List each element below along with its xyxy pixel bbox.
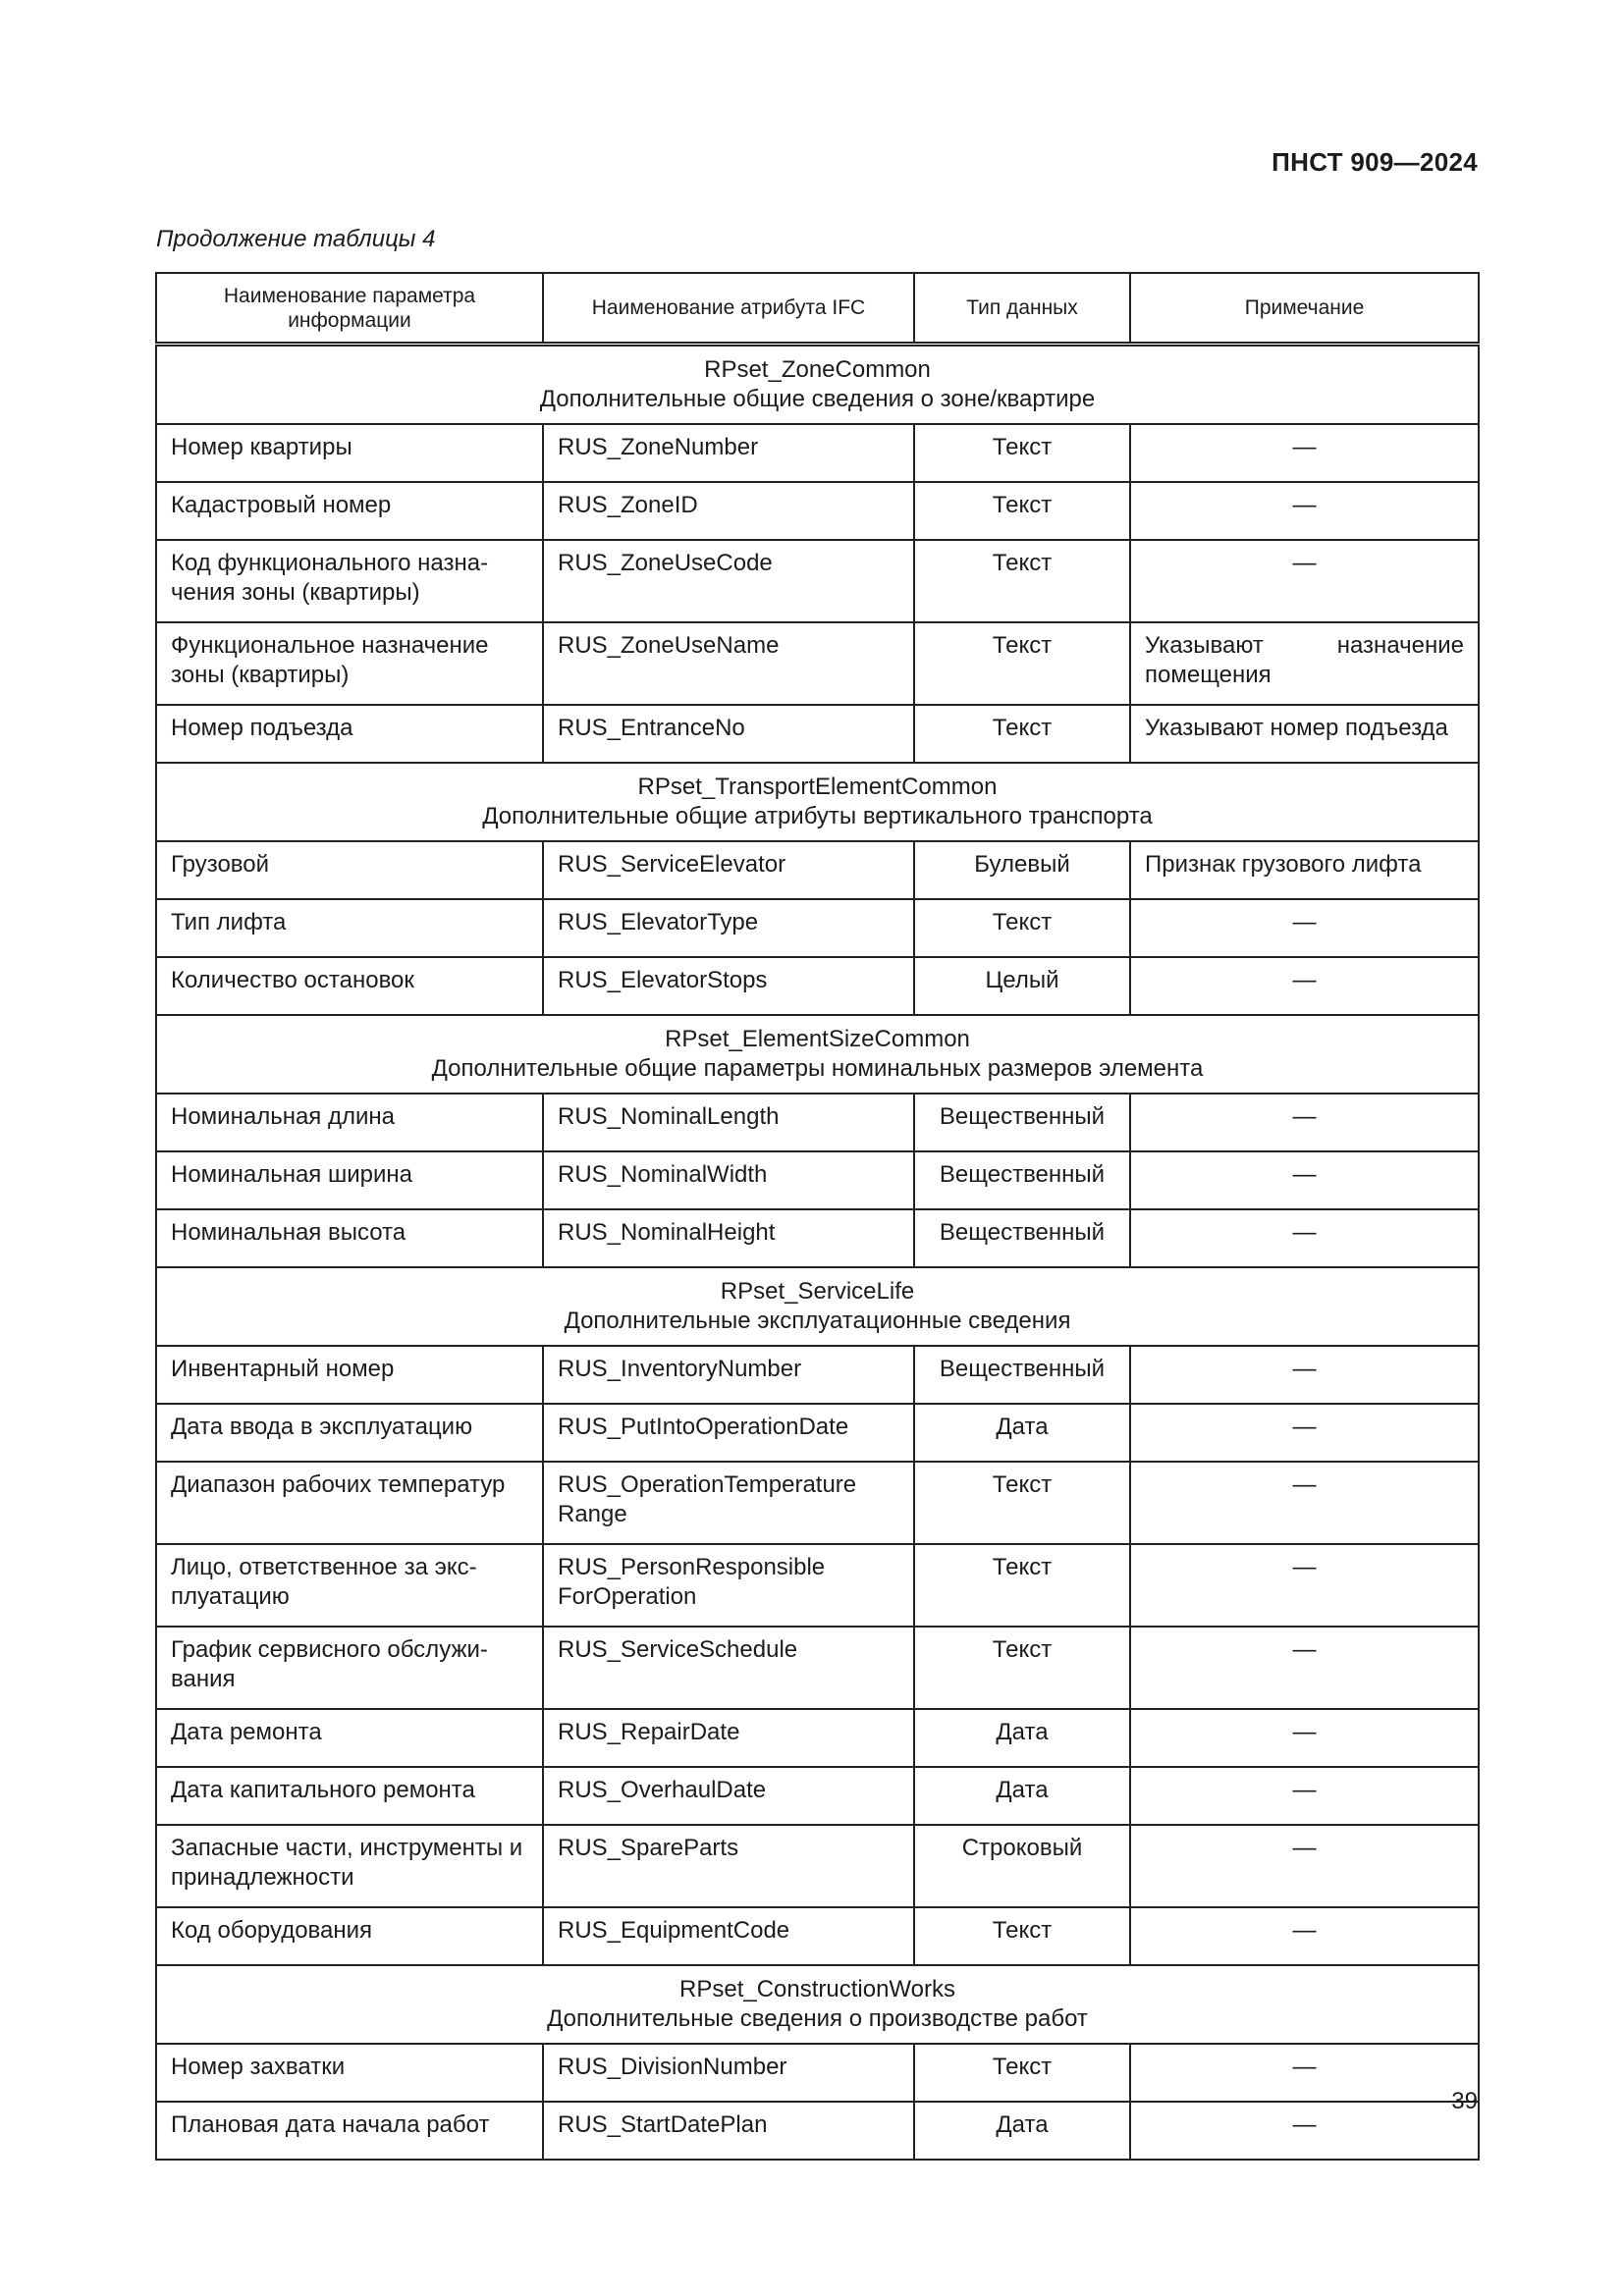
ifc-attribute-cell: RUS_ServiceElevator [543, 841, 914, 899]
section-header-cell [156, 1015, 1479, 1094]
note-cell: — [1130, 1462, 1479, 1544]
table-row [156, 2102, 1479, 2160]
parameter-name-cell: Дата ремонта [156, 1709, 543, 1767]
ifc-attribute-cell: RUS_NominalLength [543, 1094, 914, 1151]
section-header-row [156, 763, 1479, 841]
note-cell: — [1130, 1094, 1479, 1151]
data-type-cell: Текст [914, 1462, 1130, 1544]
table-row [156, 1825, 1479, 1907]
ifc-attribute-cell: RUS_NominalHeight [543, 1209, 914, 1267]
parameter-name-cell: Код оборудования [156, 1907, 543, 1965]
parameter-name-cell: Плановая дата начала работ [156, 2102, 543, 2160]
ifc-attribute-cell: RUS_InventoryNumber [543, 1346, 914, 1404]
section-description: Дополнительные эксплуатационные сведения [564, 1308, 1071, 1334]
table-row [156, 1209, 1479, 1267]
parameter-name-cell: Запасные части, инструменты и принадлежности [156, 1825, 543, 1907]
table-row [156, 1709, 1479, 1767]
note-cell: Указывают назначение помещения [1130, 622, 1479, 705]
parameter-name-cell: Номинальная ширина [156, 1151, 543, 1209]
table-body [156, 345, 1479, 2161]
table-row [156, 899, 1479, 957]
section-code: RPset_ZoneCommon [704, 356, 931, 383]
note-cell: — [1130, 899, 1479, 957]
parameter-name-cell: Дата ввода в эксплуатацию [156, 1404, 543, 1462]
data-type-cell: Дата [914, 1767, 1130, 1825]
ifc-attribute-cell: RUS_ZoneUseName [543, 622, 914, 705]
parameter-name-cell: Номер захватки [156, 2044, 543, 2102]
column-header-data-type: Тип данных [914, 273, 1130, 345]
table-row [156, 1627, 1479, 1709]
parameter-name-cell: Код функционального назначения зоны (квартиры) [156, 540, 543, 622]
data-type-cell: Текст [914, 540, 1130, 622]
note-cell: — [1130, 957, 1479, 1015]
ifc-attribute-cell: RUS_ZoneID [543, 482, 914, 540]
table-row [156, 841, 1479, 899]
data-type-cell: Текст [914, 899, 1130, 957]
data-type-cell: Вещественный [914, 1209, 1130, 1267]
ifc-attribute-cell: RUS_OperationTemperature Range [543, 1462, 914, 1544]
table-header-row [156, 273, 1479, 345]
section-header-cell [156, 1965, 1479, 2044]
parameter-name-cell: Номер подъезда [156, 705, 543, 763]
section-description: Дополнительные общие сведения о зоне/квартире [539, 386, 1096, 412]
data-type-cell: Булевый [914, 841, 1130, 899]
data-type-cell: Текст [914, 2044, 1130, 2102]
note-cell: Признак грузового лифта [1130, 841, 1479, 899]
section-code: RPset_TransportElementCommon [637, 774, 998, 800]
note-cell: — [1130, 2044, 1479, 2102]
parameter-name-cell: Инвентарный номер [156, 1346, 543, 1404]
ifc-attribute-cell: RUS_EquipmentCode [543, 1907, 914, 1965]
parameter-name-cell: Лицо, ответственное за эксплуатацию [156, 1544, 543, 1627]
note-cell: — [1130, 540, 1479, 622]
data-type-cell: Целый [914, 957, 1130, 1015]
data-type-cell: Текст [914, 424, 1130, 482]
ifc-attribute-cell: RUS_OverhaulDate [543, 1767, 914, 1825]
data-type-cell: Вещественный [914, 1094, 1130, 1151]
column-header-parameter: Наименование параметра информации [156, 273, 543, 345]
note-cell: — [1130, 1404, 1479, 1462]
data-type-cell: Текст [914, 705, 1130, 763]
table-row [156, 1151, 1479, 1209]
ifc-attribute-cell: RUS_ZoneUseCode [543, 540, 914, 622]
parameter-name-cell: Тип лифта [156, 899, 543, 957]
parameter-name-cell: Номинальная высота [156, 1209, 543, 1267]
parameter-name-cell: График сервисного обслуживания [156, 1627, 543, 1709]
table-row [156, 2044, 1479, 2102]
ifc-attribute-cell: RUS_StartDatePlan [543, 2102, 914, 2160]
table-row [156, 622, 1479, 705]
ifc-attribute-cell: RUS_ElevatorType [543, 899, 914, 957]
page-number: 39 [1451, 2088, 1478, 2114]
table-continuation-caption: Продолжение таблицы 4 [156, 226, 436, 252]
data-type-cell: Текст [914, 1544, 1130, 1627]
note-cell: — [1130, 1767, 1479, 1825]
data-type-cell: Текст [914, 622, 1130, 705]
note-cell: — [1130, 424, 1479, 482]
ifc-attribute-cell: RUS_RepairDate [543, 1709, 914, 1767]
section-header-cell [156, 763, 1479, 841]
data-type-cell: Дата [914, 1709, 1130, 1767]
parameters-table [155, 272, 1480, 2161]
ifc-attribute-cell: RUS_PersonResponsible ForOperation [543, 1544, 914, 1627]
table-row [156, 540, 1479, 622]
ifc-attribute-cell: RUS_ElevatorStops [543, 957, 914, 1015]
data-type-cell: Текст [914, 482, 1130, 540]
document-code: ПНСТ 909—2024 [1272, 147, 1478, 177]
table-row [156, 1404, 1479, 1462]
data-type-cell: Текст [914, 1907, 1130, 1965]
note-cell: — [1130, 1209, 1479, 1267]
column-header-ifc-attribute: Наименование атрибута IFC [543, 273, 914, 345]
note-cell: — [1130, 1709, 1479, 1767]
data-type-cell: Вещественный [914, 1346, 1130, 1404]
section-header-cell [156, 345, 1479, 425]
ifc-attribute-cell: RUS_PutIntoOperationDate [543, 1404, 914, 1462]
section-description: Дополнительные общие атрибуты вертикального транспорта [482, 803, 1153, 829]
note-cell: — [1130, 1627, 1479, 1709]
ifc-attribute-cell: RUS_EntranceNo [543, 705, 914, 763]
parameter-name-cell: Дата капитального ремонта [156, 1767, 543, 1825]
ifc-attribute-cell: RUS_ServiceSchedule [543, 1627, 914, 1709]
table-row [156, 1462, 1479, 1544]
note-cell: Указывают номер подъезда [1130, 705, 1479, 763]
section-code: RPset_ServiceLife [720, 1278, 915, 1305]
table-row [156, 1094, 1479, 1151]
section-description: Дополнительные общие параметры номинальных размеров элемента [431, 1055, 1204, 1082]
section-header-row [156, 1965, 1479, 2044]
parameter-name-cell: Диапазон рабочих температур [156, 1462, 543, 1544]
data-type-cell: Текст [914, 1627, 1130, 1709]
note-cell: — [1130, 2102, 1479, 2160]
data-type-cell: Дата [914, 1404, 1130, 1462]
note-cell: — [1130, 1825, 1479, 1907]
section-header-row [156, 345, 1479, 425]
section-header-row [156, 1267, 1479, 1346]
data-type-cell: Дата [914, 2102, 1130, 2160]
data-type-cell: Вещественный [914, 1151, 1130, 1209]
parameter-name-cell: Номер квартиры [156, 424, 543, 482]
note-cell: — [1130, 1544, 1479, 1627]
note-cell: — [1130, 1346, 1479, 1404]
section-description: Дополнительные сведения о производстве работ [547, 2005, 1088, 2032]
column-header-note: Примечание [1130, 273, 1479, 345]
note-cell: — [1130, 1151, 1479, 1209]
note-cell: — [1130, 1907, 1479, 1965]
parameter-name-cell: Кадастровый номер [156, 482, 543, 540]
table-row [156, 705, 1479, 763]
note-cell: — [1130, 482, 1479, 540]
ifc-attribute-cell: RUS_DivisionNumber [543, 2044, 914, 2102]
table-row [156, 1907, 1479, 1965]
table-header [156, 273, 1479, 345]
data-type-cell: Строковый [914, 1825, 1130, 1907]
ifc-attribute-cell: RUS_SpareParts [543, 1825, 914, 1907]
parameter-name-cell: Номинальная длина [156, 1094, 543, 1151]
table-row [156, 1346, 1479, 1404]
parameter-name-cell: Функциональное назначение зоны (квартиры) [156, 622, 543, 705]
table-row [156, 424, 1479, 482]
section-header-row [156, 1015, 1479, 1094]
table-row [156, 957, 1479, 1015]
parameter-name-cell: Количество остановок [156, 957, 543, 1015]
table-row [156, 1544, 1479, 1627]
ifc-attribute-cell: RUS_ZoneNumber [543, 424, 914, 482]
section-header-cell [156, 1267, 1479, 1346]
ifc-attribute-cell: RUS_NominalWidth [543, 1151, 914, 1209]
section-code: RPset_ElementSizeCommon [665, 1026, 970, 1052]
table-row [156, 1767, 1479, 1825]
parameter-name-cell: Грузовой [156, 841, 543, 899]
table-row [156, 482, 1479, 540]
section-code: RPset_ConstructionWorks [679, 1976, 955, 2002]
